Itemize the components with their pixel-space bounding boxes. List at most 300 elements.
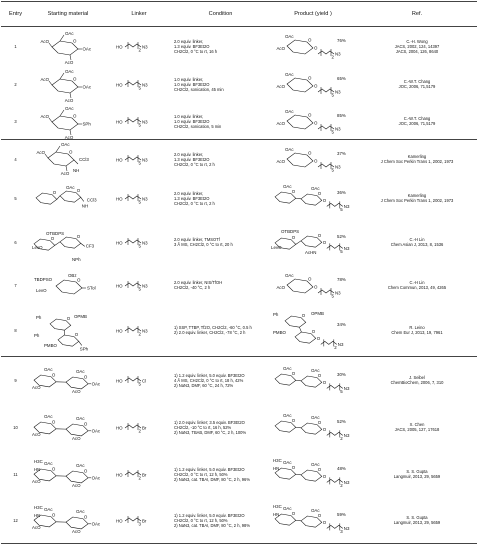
condition-line: CH2Cl2, sonication, 5 min (174, 123, 222, 129)
linker-terminal-n3: N3 (343, 479, 350, 485)
condition-line: 1) SSP, TTBP, Tf2O, CH2Cl2, -60 °C, 0.5 h (174, 325, 252, 330)
linker-structure (108, 497, 172, 543)
repeat-count-label: 5 (331, 293, 334, 299)
glycosidic-oxygen-label: O (316, 335, 321, 341)
substituent-oac: OAc (65, 106, 74, 111)
product-structure (271, 357, 357, 403)
starting-material-cell (30, 178, 106, 218)
product-yield: 76% (337, 38, 346, 43)
substituent-oac: OAc (76, 369, 85, 374)
linker-structure (108, 266, 172, 304)
linker-terminal-n3: N3 (343, 432, 350, 438)
linker-terminal-n3: N3 (142, 157, 148, 163)
substituent-tbdpso: TBDPSO (34, 277, 53, 282)
ring-oxygen-label: O (74, 332, 79, 338)
substituent-aco: AcO (72, 436, 81, 441)
linker-cell (106, 27, 172, 66)
glycosylation-linker-table (1, 1, 477, 544)
linker-hydroxyl-label: HO (116, 425, 123, 431)
product-cell (269, 103, 357, 140)
condition-line: 4 Å MS, CH2Cl2, 0 °C to rt, 18 h, 42% (174, 377, 244, 383)
glycosidic-oxygen-label: O (314, 284, 318, 290)
condition-line: 2.0 equiv. linker, (174, 190, 204, 196)
linker-cell (106, 497, 172, 544)
substituent-aco: AcO (32, 479, 41, 484)
linker-structure (108, 403, 172, 451)
ring-oxygen-label: O (317, 420, 322, 426)
ring-oxygen-label: O (51, 512, 56, 518)
linker-structure (108, 140, 172, 178)
entry-number: 1 (14, 43, 17, 49)
starting-material-structure (32, 304, 106, 356)
substituent-oac: OAc (285, 72, 294, 77)
linker-terminal-n3: N3 (142, 119, 148, 125)
product-structure (271, 403, 357, 451)
product-yield: 30% (337, 372, 346, 377)
reference-author: Kamerling (407, 154, 427, 159)
anomeric-oac: OAc (82, 46, 92, 52)
linker-terminal-n3: N3 (142, 44, 148, 50)
substituent-oac: OAc (66, 185, 75, 190)
linker-hydroxyl-label: HO (116, 283, 123, 289)
substituent-aco: AcO (72, 389, 81, 394)
product-yield: 78% (337, 277, 346, 282)
repeat-count-label: 5 (138, 243, 141, 249)
substituent-oac: OAc (44, 414, 53, 419)
condition-line: 2) 2.0 equiv. linker, CH2Cl2, -78 °C, 2 h (174, 330, 246, 335)
ring-oxygen-label: O (51, 419, 56, 425)
substituent-levo: LevO (271, 245, 282, 250)
linker-terminal-n3: N3 (343, 385, 350, 391)
substituent-oac: OAc (44, 367, 53, 372)
repeat-count-label: 2 (334, 344, 337, 350)
linker-cell (106, 266, 172, 304)
linker-hydroxyl-label: HO (116, 196, 123, 202)
reference-cell (357, 304, 477, 357)
amide-nh-label: HN (34, 513, 41, 518)
repeat-count-label: 5 (340, 248, 343, 254)
repeat-count-label: 5 (138, 85, 141, 91)
substituent-aco: AcO (32, 525, 41, 530)
starting-material-cell (30, 27, 106, 66)
reference-citation: JACS, 2002, 124, 14397 (394, 43, 440, 49)
repeat-count-label: 2 (138, 47, 141, 53)
linker-terminal-n3: N3 (343, 203, 350, 209)
ring-oxygen-label: O (308, 75, 312, 81)
linker-terminal-n3: N3 (337, 341, 344, 347)
phenyl-label: Ph (273, 312, 279, 317)
product-yield: 59% (337, 512, 346, 517)
product-structure (271, 140, 357, 178)
amide-nh-label: HN (34, 467, 41, 472)
repeat-count-label: 2 (138, 428, 141, 434)
condition-cell (172, 403, 269, 451)
table-body (1, 27, 477, 544)
anomeric-oac: OAc (91, 381, 101, 387)
substituent-oac: OAc (311, 415, 320, 420)
methyl-label: H3C (273, 504, 282, 509)
condition-line: 1) 2.0 equiv. linker; 3.5 equiv. BF3Et2O (174, 419, 245, 425)
linker-structure (108, 27, 172, 65)
condition-line: 1.0 equiv. BF3Et2O (174, 118, 210, 124)
amide-nh-label: HN (273, 512, 280, 517)
table-row (1, 178, 477, 218)
condition-line: CH2Cl2, 0 °C to rt, 2 h (174, 200, 215, 206)
reference-cell (357, 103, 477, 140)
entry-number: 11 (13, 471, 18, 477)
linker-hydroxyl-label: HO (116, 240, 123, 246)
reference-author: C.-W.T. Chang (403, 116, 431, 121)
linker-hydroxyl-label: HO (116, 44, 123, 50)
repeat-count-label: 5 (340, 388, 343, 394)
reference-author: X. Chen (409, 422, 425, 427)
condition-line: 2) NaN3, TBAB, DMF, 60 °C, 2 h, 100% (174, 429, 247, 435)
glycosidic-oxygen-label: O (322, 197, 327, 203)
substituent-otbdps: OTBDPS (46, 231, 65, 236)
linker-terminal-n3: N3 (142, 196, 148, 202)
condition-line: 2) NaN3, DMF, 60 °C, 24 h, 72% (174, 382, 234, 388)
starting-material-structure (32, 103, 106, 139)
ring-oxygen-label: O (76, 234, 81, 240)
product-structure (271, 451, 357, 497)
ring-oxygen-label: O (73, 113, 77, 119)
glycosidic-oxygen-label: O (322, 379, 327, 385)
product-structure (271, 103, 357, 139)
linker-terminal-n3: N3 (335, 51, 341, 57)
acetamido-label: AcHN (305, 250, 317, 255)
substituent-aco: AcO (276, 121, 285, 126)
substituent-aco: AcO (64, 60, 74, 65)
product-cell (269, 140, 357, 179)
table-row (1, 266, 477, 304)
ring-oxygen-label: O (291, 371, 296, 377)
substituent-opmb: OPMB (74, 314, 87, 319)
product-cell (269, 65, 357, 103)
imidate-nh-label: NH (73, 168, 80, 173)
methyl-label: H3C (34, 459, 43, 464)
reference-author: Kamerling (407, 193, 427, 198)
repeat-count-label: 5 (138, 160, 141, 166)
table-row (1, 451, 477, 497)
ring-oxygen-label: O (83, 514, 88, 520)
linker-hydroxyl-label: HO (116, 518, 123, 524)
product-structure (271, 65, 357, 103)
ring-oxygen-label: O (301, 313, 306, 319)
reference-citation: J Chem Soc Perkin Trans 1, 2002, 1973 (380, 198, 454, 203)
table-row (1, 65, 477, 103)
ring-oxygen-label: O (291, 189, 296, 195)
trichloromethyl-label: CCl3 (79, 157, 89, 162)
product-cell (269, 497, 357, 544)
repeat-count-label: 3 (340, 528, 343, 534)
reference-citation: Langmuir, 2013, 29, 5659 (393, 520, 441, 525)
substituent-aco: AcO (276, 159, 285, 164)
linker-hydroxyl-label: HO (116, 378, 123, 384)
repeat-count-label: 5 (331, 167, 334, 173)
reference-cell (357, 357, 477, 404)
condition-line: CH2Cl2, -40 °C, 2 h (174, 285, 211, 290)
substituent-aco: AcO (72, 483, 81, 488)
reference-cell (357, 451, 477, 497)
linker-structure (108, 103, 172, 139)
linker-terminal-n3: N3 (335, 164, 341, 170)
table-row (1, 497, 477, 544)
reference-citation: Chem Eur J, 2013, 19, 7961 (391, 330, 443, 335)
reference-citation: JACS, 2005, 127, 17618 (394, 427, 440, 432)
condition-cell (172, 178, 269, 218)
ring-oxygen-label: O (66, 316, 71, 322)
product-yield: 52% (337, 419, 346, 424)
header-product: Product (yield ) (269, 2, 357, 27)
product-structure (271, 178, 357, 218)
reference-author: C.-W.T. Chang (403, 79, 431, 84)
starting-material-structure (32, 27, 106, 65)
substituent-aco: AcO (40, 77, 49, 82)
starting-material-structure (32, 65, 106, 103)
linker-hydroxyl-label: HO (116, 328, 123, 334)
starting-material-structure (32, 266, 106, 304)
substituent-aco: AcO (32, 432, 41, 437)
product-cell (269, 27, 357, 66)
ring-oxygen-label: O (291, 511, 296, 517)
glycosidic-oxygen-label: O (314, 83, 318, 89)
starting-material-cell (30, 451, 106, 497)
substituent-oac: OAc (311, 368, 320, 373)
reference-cell (357, 266, 477, 304)
ring-oxygen-label: O (317, 233, 322, 239)
anomeric-oac: OAc (82, 84, 92, 90)
entry-number: 9 (14, 377, 17, 383)
ring-oxygen-label: O (50, 236, 55, 242)
linker-structure (108, 304, 172, 356)
ring-oxygen-label: O (73, 76, 77, 82)
ring-oxygen-label: O (83, 374, 88, 380)
substituent-aco: AcO (40, 39, 49, 44)
product-cell (269, 218, 357, 266)
anomeric-oac: OAc (91, 521, 101, 527)
repeat-count-label: 2 (138, 331, 141, 337)
reference-citation: J Chem Soc Perkin Trans 1, 2002, 1973 (380, 159, 454, 164)
ring-oxygen-label: O (317, 513, 322, 519)
glycosidic-oxygen-label: O (322, 473, 327, 479)
entry-number: 10 (13, 424, 18, 430)
substituent-otbdps: OTBDPS (281, 229, 300, 234)
ring-oxygen-label: O (77, 277, 81, 283)
linker-terminal-n3: N3 (142, 283, 148, 289)
condition-line: 2.0 equiv. linker, (174, 38, 204, 44)
substituent-obz: OBz (68, 273, 77, 278)
linker-structure (108, 357, 172, 403)
condition-cell (172, 357, 269, 404)
substituent-aco: AcO (64, 135, 74, 139)
reference-author: S. S. Gupta (406, 469, 428, 474)
table-row (1, 304, 477, 357)
condition-cell (172, 266, 269, 304)
substituent-opmb: OPMB (311, 311, 324, 316)
entry-number: 7 (14, 282, 17, 288)
ring-oxygen-label: O (308, 37, 312, 43)
product-cell (269, 304, 357, 357)
reference-citation: Chem Commun, 2013, 49, 4265 (387, 285, 447, 290)
condition-line: 3 Å MS, CH2Cl2, 0 °C to rt, 20 h (174, 242, 233, 247)
ring-oxygen-label: O (317, 467, 322, 473)
condition-line: 2) NaN3, cat. TBAI, DMF, 80 °C, 2 h, 96% (174, 476, 250, 482)
condition-cell (172, 451, 269, 497)
substituent-oac: OAc (44, 461, 53, 466)
repeat-count-label: 5 (138, 286, 141, 292)
linker-structure (108, 178, 172, 218)
entry-number: 4 (14, 156, 17, 162)
reference-cell (357, 27, 477, 66)
entry-number: 6 (14, 239, 17, 245)
reference-author: C.-H. Wong (406, 38, 428, 44)
reference-citation: Langmuir, 2013, 29, 5659 (393, 474, 441, 479)
product-yield: 52% (337, 234, 346, 239)
substituent-oac: OAc (283, 184, 292, 189)
linker-cell (106, 451, 172, 497)
linker-cell (106, 218, 172, 266)
condition-cell (172, 65, 269, 103)
linker-terminal-n3: N3 (343, 525, 350, 531)
substituent-oac: OAc (285, 273, 294, 278)
phenylimidate-label: NPh (72, 257, 81, 262)
substituent-aco: AcO (60, 171, 70, 176)
linker-cell (106, 140, 172, 179)
reference-author: J. Seibel (409, 375, 425, 380)
anomeric-oac: OAc (91, 428, 101, 434)
ring-oxygen-label: O (51, 372, 56, 378)
anomeric-stol: STol (87, 285, 96, 291)
trichloromethyl-label: CCl3 (86, 197, 97, 203)
ring-oxygen-label: O (291, 465, 296, 471)
header-entry: Entry (1, 2, 30, 27)
header-linker: Linker (106, 2, 172, 27)
repeat-count-label: 5 (138, 122, 141, 128)
starting-material-cell (30, 103, 106, 140)
entry-number: 3 (1, 103, 30, 140)
condition-line: CH2Cl2, -10 °C to rt, 16 h, 52% (174, 424, 232, 430)
substituent-oac: OAc (65, 69, 74, 74)
product-structure (271, 27, 357, 65)
linker-terminal-n3: N3 (335, 126, 341, 132)
starting-material-structure (32, 497, 106, 543)
product-yield: 34% (337, 322, 346, 327)
condition-line: CH2Cl2, 0 °C to rt, 12 h, 50% (174, 517, 228, 523)
condition-cell (172, 218, 269, 266)
starting-material-cell (30, 266, 106, 304)
condition-line: 1) 1.2 equiv. linker, 5.0 equiv. BF3Et2O (174, 466, 245, 472)
linker-terminal-cl: Cl (142, 378, 147, 384)
product-cell (269, 451, 357, 497)
substituent-oac: OAc (285, 109, 294, 114)
methyl-label: H3C (273, 458, 282, 463)
entry-number: 12 (1, 497, 30, 544)
starting-material-cell (30, 304, 106, 357)
substituent-aco: AcO (40, 114, 49, 119)
substituent-oac: OAc (285, 147, 294, 152)
product-yield: 48% (337, 466, 346, 471)
condition-cell (172, 304, 269, 357)
entry-number: 2 (14, 81, 17, 87)
product-structure (271, 497, 357, 543)
condition-cell (172, 497, 269, 544)
condition-line: 1.0 equiv. linker, (174, 113, 204, 119)
linker-terminal-n3: N3 (142, 82, 148, 88)
starting-material-cell (30, 218, 106, 266)
linker-cell (106, 304, 172, 357)
substituent-oac: OAc (311, 508, 320, 513)
starting-material-cell (30, 497, 106, 544)
condition-line: 2) NaN3, cat. TBAI, DMF, 80 °C, 2 h, 98% (174, 522, 250, 528)
starting-material-cell (30, 65, 106, 103)
substituent-oac: OAc (44, 507, 53, 512)
reference-author: S. S. Gupta (406, 515, 428, 520)
linker-terminal-br: Br (142, 425, 147, 431)
ring-oxygen-label: O (311, 329, 316, 335)
product-yield: 85% (337, 113, 346, 118)
repeat-count-label: 5 (340, 206, 343, 212)
substituent-oac: OAc (76, 416, 85, 421)
reference-citation: ChemBioChem, 2006, 7, 310 (390, 380, 444, 385)
anomeric-sph: SPh (82, 121, 91, 127)
substituent-oac: OAc (285, 34, 294, 39)
ring-oxygen-label: O (308, 276, 312, 282)
header-row (1, 2, 477, 27)
condition-line: 1.3 equiv. BF3Et2O (174, 195, 210, 201)
linker-cell (106, 357, 172, 404)
condition-line: 2.0 equiv. linker, NIS/TfOH (174, 280, 223, 285)
substituent-levo: LevO (36, 288, 47, 293)
repeat-count-label: 3 (138, 521, 141, 527)
substituent-aco: AcO (32, 385, 41, 390)
starting-material-cell (30, 357, 106, 404)
starting-material-structure (32, 178, 106, 218)
phenyl-label: Ph (34, 333, 40, 338)
linker-structure (108, 218, 172, 266)
substituent-aco: AcO (72, 529, 81, 534)
substituent-pmbo: PMBO (44, 343, 57, 348)
phenyl-label: Ph (36, 315, 42, 320)
condition-line: 1) 1.2 equiv. linker, 5.0 equiv. BF3Et2O (174, 372, 245, 378)
ring-oxygen-label: O (83, 421, 88, 427)
starting-material-cell (30, 140, 106, 179)
ring-oxygen-label: O (308, 150, 312, 156)
condition-line: CH2Cl2, 0 °C to rt, 2 h (174, 161, 215, 167)
condition-line: 2.0 equiv. linker, (174, 151, 204, 157)
reference-cell (357, 65, 477, 103)
reference-cell (357, 403, 477, 451)
repeat-count-label: 5 (138, 199, 141, 205)
starting-material-structure (32, 403, 106, 451)
ring-oxygen-label: O (291, 235, 296, 241)
substituent-pmbo: PMBO (273, 330, 286, 335)
condition-line: 1.0 equiv. linker, (174, 76, 204, 82)
condition-cell (172, 140, 269, 179)
repeat-count-label: 5 (138, 381, 141, 387)
product-cell (269, 403, 357, 451)
repeat-count-label: 5 (331, 129, 334, 135)
reference-cell (357, 218, 477, 266)
linker-hydroxyl-label: HO (116, 472, 123, 478)
methyl-label: H3C (34, 505, 43, 510)
substituent-oac: OAc (311, 186, 320, 191)
glycosidic-oxygen-label: O (322, 519, 327, 525)
condition-line: 1.3 equiv. BF3Et2O (174, 156, 210, 162)
reference-citation: JOC, 2006, 71,5179 (398, 121, 436, 126)
reference-cell (357, 178, 477, 218)
substituent-oac: OAc (283, 413, 292, 418)
condition-line: 1) 1.2 equiv. linker, 5.0 equiv. BF3Et2O (174, 512, 245, 518)
